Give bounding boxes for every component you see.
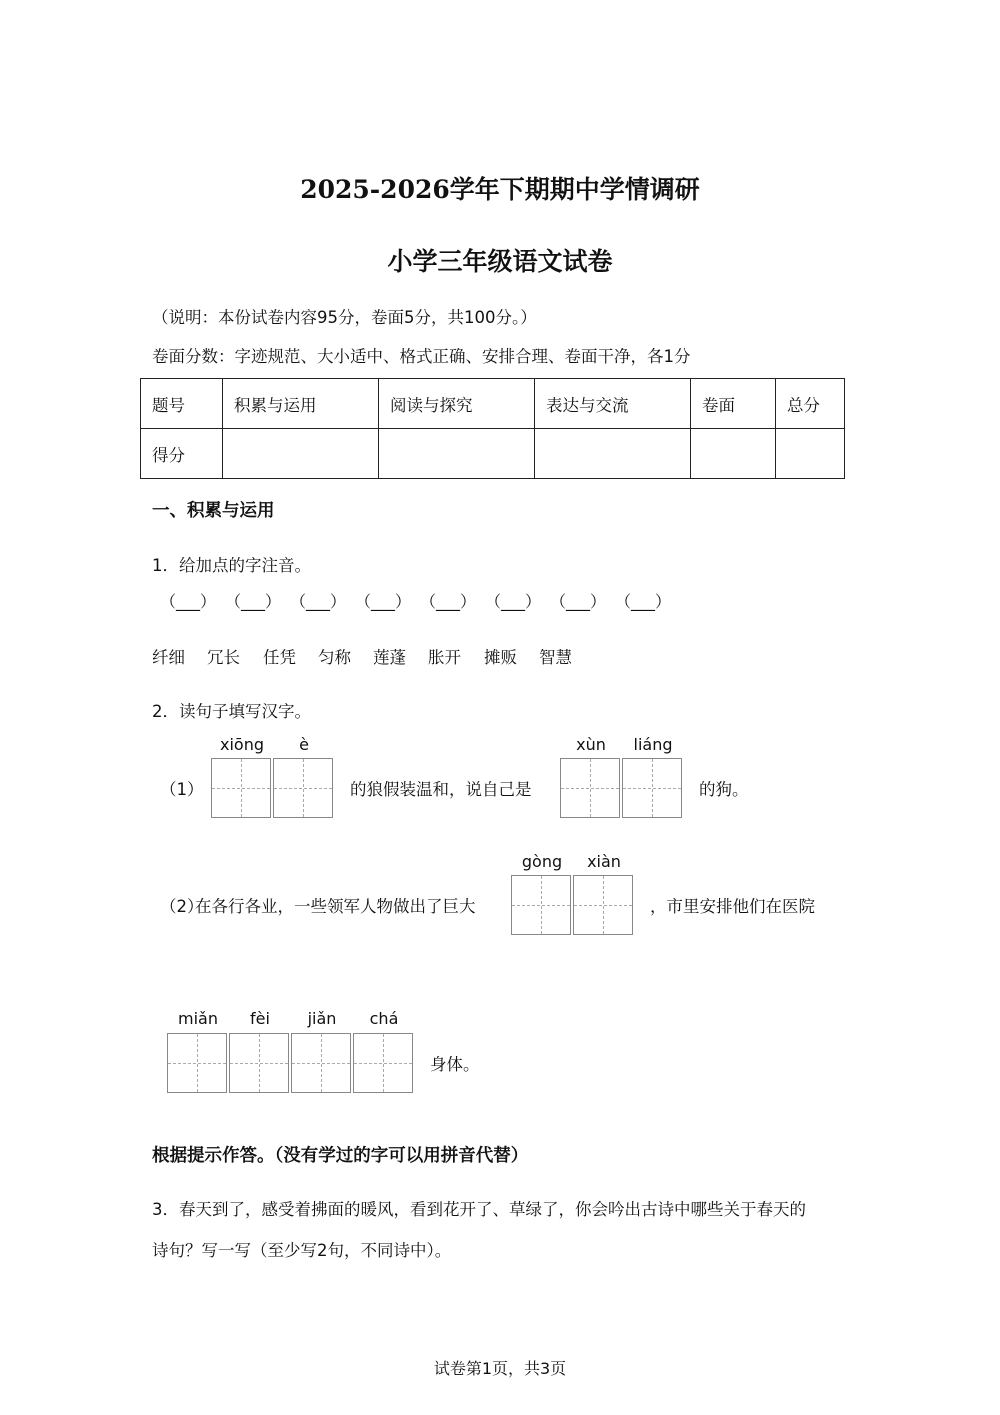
pinyin-blank[interactable]: （___） [485, 592, 542, 611]
score-header-cell: 积累与运用 [223, 379, 379, 429]
exam-title-line2: 小学三年级语文试卷 [387, 247, 613, 276]
q1-word: 智慧 [539, 648, 572, 667]
pinyin-blank[interactable]: （___） [225, 592, 282, 611]
exam-note: （说明：本份试卷内容95分，卷面5分，共100分。） [152, 308, 537, 327]
pinyin-blank[interactable]: （___） [290, 592, 347, 611]
neatness-criteria: 卷面分数：字迹规范、大小适中、格式正确、安排合理、卷面干净，各1分 [152, 347, 691, 366]
pinyin-label: xiàn [587, 852, 621, 871]
q2-prompt: 2．读句子填写汉字。 [152, 702, 311, 721]
character-box[interactable] [560, 758, 620, 818]
q2-part2-mid: ，市里安排他们在医院 [650, 897, 815, 916]
pinyin-blank[interactable]: （___） [615, 592, 672, 611]
score-header-cell: 题号 [141, 379, 223, 429]
pinyin-blank[interactable]: （___） [160, 592, 217, 611]
pinyin-label: liáng [633, 735, 673, 754]
score-table-row [141, 429, 845, 479]
q1-word: 摊贩 [484, 648, 517, 667]
q3-text-line1: 3．春天到了，感受着拂面的暖风，看到花开了、草绿了，你会吟出古诗中哪些关于春天的 [152, 1200, 806, 1219]
score-header-cell: 卷面 [691, 379, 776, 429]
character-box[interactable] [353, 1033, 413, 1093]
pinyin-label: xùn [576, 735, 606, 754]
q2-part1-text: 的狼假装温和，说自己是 [350, 780, 532, 799]
pinyin-blank[interactable]: （___） [550, 592, 607, 611]
page-footer: 试卷第1页，共3页 [433, 1359, 567, 1378]
pinyin-label: è [299, 735, 309, 754]
pinyin-blank[interactable]: （___） [355, 592, 412, 611]
q1-word: 纤细 [152, 648, 185, 667]
q1-prompt: 1．给加点的字注音。 [152, 556, 311, 575]
q1-word: 胀开 [428, 648, 461, 667]
pinyin-label: jiǎn [307, 1009, 337, 1028]
q2-part1-label: （1） [160, 780, 204, 799]
section2-heading: 根据提示作答。（没有学过的字可以用拼音代替） [152, 1146, 529, 1166]
q2-part2-text: 在各行各业，一些领军人物做出了巨大 [195, 897, 476, 916]
character-box[interactable] [573, 875, 633, 935]
score-cell[interactable] [691, 429, 776, 479]
character-box[interactable] [167, 1033, 227, 1093]
pinyin-label: gòng [521, 852, 563, 871]
q2-part1-end: 的狗。 [699, 780, 749, 799]
q2-part2-end: 身体。 [430, 1055, 480, 1074]
score-header-cell: 阅读与探究 [379, 379, 535, 429]
character-box[interactable] [211, 758, 271, 818]
q1-word: 冗长 [207, 648, 240, 667]
score-row-label: 得分 [141, 429, 223, 479]
pinyin-label: chá [369, 1009, 399, 1028]
q1-word: 匀称 [318, 648, 351, 667]
character-box[interactable] [273, 758, 333, 818]
score-header-cell: 总分 [776, 379, 845, 429]
q1-word: 任凭 [263, 648, 296, 667]
q2-part2-label: （2） [160, 897, 204, 916]
pinyin-label: miǎn [178, 1009, 218, 1028]
pinyin-blank[interactable]: （___） [420, 592, 477, 611]
score-table-header-row [141, 379, 845, 429]
score-cell[interactable] [379, 429, 535, 479]
q1-word: 莲蓬 [373, 648, 406, 667]
pinyin-label: xiōng [220, 735, 264, 754]
character-box[interactable] [511, 875, 571, 935]
q3-text-line2: 诗句？写一写（至少写2句，不同诗中）。 [152, 1241, 452, 1260]
pinyin-label: fèi [250, 1009, 270, 1028]
score-header-cell: 表达与交流 [535, 379, 691, 429]
score-cell[interactable] [776, 429, 845, 479]
character-box[interactable] [622, 758, 682, 818]
score-cell[interactable] [535, 429, 691, 479]
character-box[interactable] [291, 1033, 351, 1093]
score-cell[interactable] [223, 429, 379, 479]
section1-heading: 一、积累与运用 [152, 501, 275, 521]
score-table [140, 378, 845, 479]
character-box[interactable] [229, 1033, 289, 1093]
q1-answer-blanks [160, 589, 680, 612]
exam-title-line1: 2025-2026学年下期期中学情调研 [300, 175, 700, 204]
